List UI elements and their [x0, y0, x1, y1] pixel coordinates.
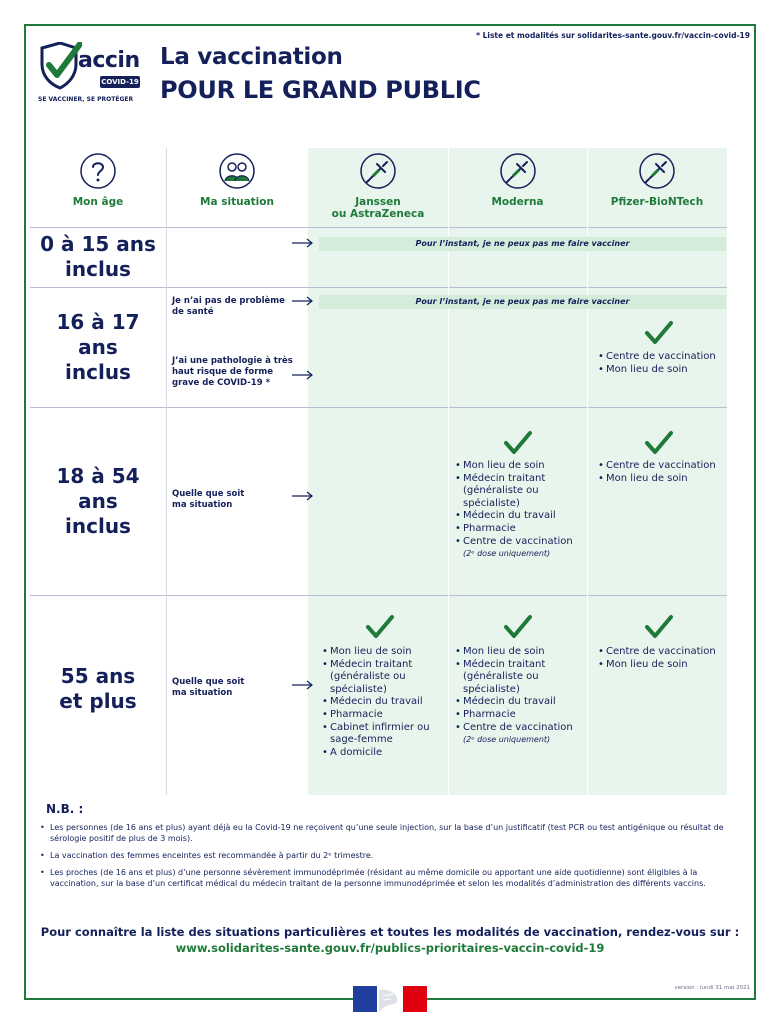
header-moderna — [448, 152, 587, 208]
situation-line: de santé — [172, 307, 214, 317]
header-janssen — [308, 152, 448, 220]
location-item: (généraliste ou — [330, 671, 406, 683]
header-janssen-line2: ou AstraZeneca — [331, 208, 425, 220]
logo-tagline: SE VACCINER, SE PROTÉGER — [38, 96, 134, 103]
pfizer-locations-16-17 — [598, 351, 716, 376]
location-item: • Mon lieu de soin — [455, 646, 573, 659]
marianne-logo — [353, 986, 427, 1012]
age-line: inclus — [65, 360, 131, 384]
row-divider — [30, 287, 727, 288]
check-icon — [644, 614, 674, 640]
location-item: • Centre de vaccination — [598, 460, 716, 473]
location-item: • Centre de vaccination — [455, 722, 573, 735]
situation-any — [172, 677, 244, 699]
situation-high-risk — [172, 356, 293, 389]
location-item: • Mon lieu de soin — [455, 460, 573, 473]
location-item: • Pharmacie — [322, 709, 430, 722]
vaccin-covid-logo — [38, 42, 148, 108]
check-icon — [644, 430, 674, 456]
location-item: • Médecin traitant — [455, 473, 573, 486]
header-situation-label: Ma situation — [200, 196, 274, 208]
location-item: • Médecin du travail — [455, 510, 573, 523]
age-line: inclus — [65, 257, 131, 281]
cta-link[interactable]: www.solidarites-sante.gouv.fr/publics-prioritaires-vaccin-covid-19 — [175, 941, 605, 955]
row-divider — [30, 227, 727, 228]
arrow-icon — [292, 296, 314, 306]
location-item: • Pharmacie — [455, 523, 573, 536]
version-note: version : lundi 31 mai 2021 — [674, 985, 750, 991]
age-line: inclus — [65, 514, 131, 538]
row-divider — [30, 595, 727, 596]
check-icon — [503, 614, 533, 640]
syringe-icon — [638, 152, 676, 190]
location-item: spécialiste) — [330, 683, 387, 695]
age-0-15 — [30, 232, 166, 282]
pfizer-locations-18-54 — [598, 460, 716, 485]
location-item: spécialiste) — [463, 683, 520, 695]
location-item: • Centre de vaccination — [598, 646, 716, 659]
header-situation — [166, 152, 308, 208]
age-line: et plus — [59, 689, 137, 713]
situation-line: Quelle que soit — [172, 489, 245, 499]
age-line: 0 à 15 ans — [40, 232, 156, 256]
row-divider — [30, 407, 727, 408]
moderna-locations-18-54 — [455, 460, 573, 561]
situation-line: ma situation — [172, 688, 233, 698]
age-line: ans — [78, 489, 118, 513]
situation-line: grave de COVID-19 * — [172, 378, 271, 388]
syringe-icon — [359, 152, 397, 190]
source-note: * Liste et modalités sur solidarites-sante.gouv.fr/vaccin-covid-19 — [476, 31, 750, 40]
syringe-icon — [499, 152, 537, 190]
arrow-icon — [292, 491, 314, 501]
nb-item: • Les proches (de 16 ans et plus) d’une personne sévèrement immunodéprimée (résidant au même domicile ou apportant une aide quotidienne) sont éligibles à la vaccination, sur la base d’un certificat médical du médecin traitant de la personne immunodéprimée et selon les modalités d’administration des différents vaccins. — [40, 868, 730, 889]
check-icon — [365, 614, 395, 640]
header-age — [30, 152, 166, 208]
age-line: ans — [78, 335, 118, 359]
location-item: • Mon lieu de soin — [598, 364, 716, 377]
location-item: • A domicile — [322, 747, 430, 760]
header-pfizer — [587, 152, 727, 208]
situation-line: haut risque de forme — [172, 367, 274, 377]
location-item: • Mon lieu de soin — [598, 473, 716, 486]
arrow-icon — [292, 238, 314, 248]
not-eligible-banner: Pour l’instant, je ne peux pas me faire vacciner — [319, 237, 726, 251]
location-item: sage-femme — [330, 734, 393, 746]
check-icon — [503, 430, 533, 456]
janssen-locations-55-plus — [322, 646, 430, 759]
second-dose-note: (2ᵉ dose uniquement) — [463, 735, 551, 745]
situation-line: Je n’ai pas de problème — [172, 296, 285, 306]
location-item: • Médecin du travail — [322, 696, 430, 709]
header-pfizer-label: Pfizer-BioNTech — [610, 196, 704, 208]
moderna-locations-55-plus — [455, 646, 573, 747]
page-title-line2: POUR LE GRAND PUBLIC — [160, 76, 481, 104]
location-item: • Médecin du travail — [455, 696, 573, 709]
situation-any — [172, 489, 244, 511]
header-janssen-line1: Janssen — [355, 196, 401, 208]
page-title-line1: La vaccination — [160, 44, 343, 70]
age-18-54 — [30, 464, 166, 539]
nb-item: • La vaccination des femmes enceintes est recommandée à partir du 2ᵉ trimestre. — [40, 851, 730, 862]
age-55-plus — [30, 664, 166, 714]
logo-word: accin — [78, 48, 140, 73]
shield-check-icon — [38, 42, 82, 92]
check-icon — [644, 320, 674, 346]
location-item: (généraliste ou — [463, 485, 539, 497]
location-item: • Cabinet infirmier ou — [322, 722, 430, 735]
nb-title: N.B. : — [46, 802, 84, 816]
question-icon — [79, 152, 117, 190]
location-item: • Mon lieu de soin — [598, 659, 716, 672]
age-line: 16 à 17 — [56, 310, 140, 334]
age-16-17 — [30, 310, 166, 385]
age-line: 55 ans — [60, 664, 136, 688]
header-moderna-label: Moderna — [491, 196, 544, 208]
arrow-icon — [292, 680, 314, 690]
location-item: • Centre de vaccination — [598, 351, 716, 364]
situation-line: Quelle que soit — [172, 677, 245, 687]
cta-text: Pour connaître la liste des situations particulières et toutes les modalités de vaccination, rendez-vous sur : — [40, 925, 740, 939]
column-divider — [166, 148, 167, 795]
arrow-icon — [292, 370, 314, 380]
age-line: 18 à 54 — [56, 464, 140, 488]
second-dose-note: (2ᵉ dose uniquement) — [463, 549, 551, 559]
people-icon — [218, 152, 256, 190]
nb-item: • Les personnes (de 16 ans et plus) ayant déjà eu la Covid-19 ne reçoivent qu’une seule injection, sur la base d’un justificatif (test PCR ou test antigénique ou résultat de sérologie positif de plus de 3 mois). — [40, 823, 730, 844]
pfizer-locations-55-plus — [598, 646, 716, 671]
location-item: • Médecin traitant — [455, 659, 573, 672]
location-item: • Mon lieu de soin — [322, 646, 430, 659]
not-eligible-banner: Pour l’instant, je ne peux pas me faire vacciner — [319, 295, 726, 309]
location-item: • Pharmacie — [455, 709, 573, 722]
header-age-label: Mon âge — [72, 196, 124, 208]
location-item: (généraliste ou — [463, 671, 539, 683]
situation-line: ma situation — [172, 500, 233, 510]
situation-line: J’ai une pathologie à très — [172, 356, 293, 366]
location-item: • Centre de vaccination — [455, 536, 573, 549]
logo-covid-badge: COVID-19 — [101, 78, 139, 86]
location-item: spécialiste) — [463, 497, 520, 509]
location-item: • Médecin traitant — [322, 659, 430, 672]
situation-no-health-problem — [172, 296, 285, 318]
